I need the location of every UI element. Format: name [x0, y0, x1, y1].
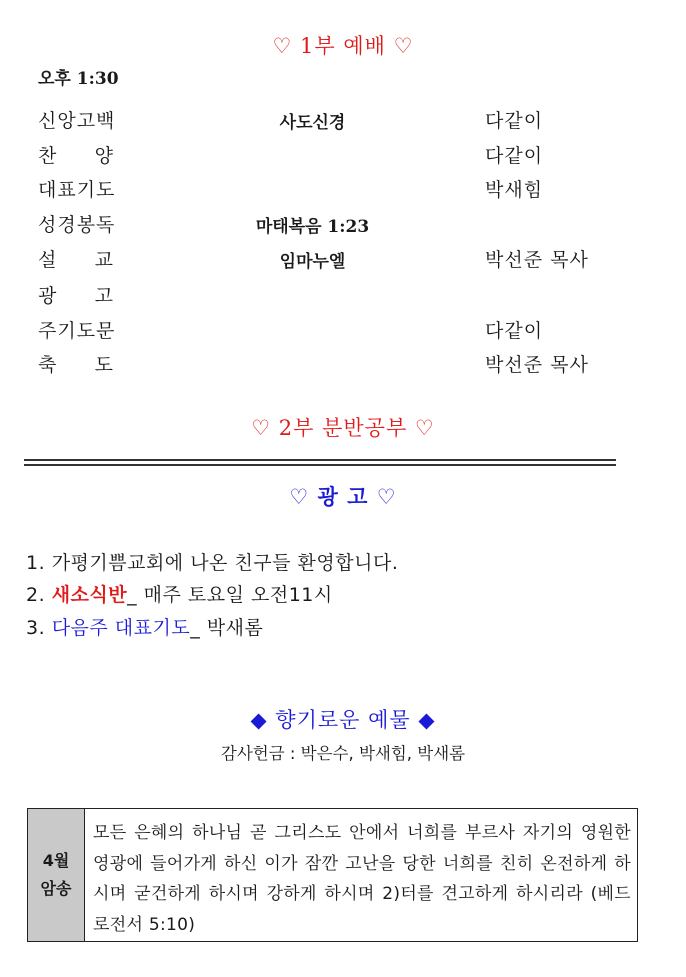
order-name-char: 축 — [38, 354, 58, 376]
notice-highlight: 새소식반 — [51, 584, 128, 606]
notice-number: 2. — [26, 584, 46, 606]
order-name — [38, 141, 114, 168]
order-name-char: 도 — [94, 354, 114, 376]
notice-text: _ 박새롬 — [190, 617, 264, 639]
order-name: 주기도문 — [38, 320, 116, 342]
service-time: 오후 1:30 — [38, 69, 119, 89]
order-name — [38, 281, 114, 308]
order-content: 사도신경 — [279, 113, 346, 133]
order-name: 대표기도 — [38, 179, 116, 201]
order-content: 임마누엘 — [279, 252, 346, 272]
order-row — [0, 210, 686, 242]
order-name: 신앙고백 — [38, 110, 116, 132]
order-name-char: 찬 — [38, 145, 58, 167]
notice-item — [26, 580, 333, 607]
order-row — [0, 141, 686, 173]
order-leader: 박선준 목사 — [485, 249, 589, 271]
memory-verse-text: 모든 은혜의 하나님 곧 그리스도 안에서 너희를 부르사 자기의 영원한 영광에 들어가게 하신 이가 잠깐 고난을 당한 너희를 친히 온전하게 하시며 굳건하게 하시며 강하게 하시며 2)터를 견고하게 하시리라 (베드로전서 5:10) — [93, 823, 631, 935]
order-row — [0, 175, 686, 207]
offering-title: ◆ 향기로운 예물 ◆ — [250, 708, 436, 732]
order-name — [38, 245, 114, 272]
notice-number: 1. — [26, 552, 46, 574]
notice-number: 3. — [26, 617, 46, 639]
memory-verse-label — [28, 809, 85, 941]
order-leader: 박새힘 — [485, 179, 544, 201]
order-row — [0, 106, 686, 138]
order-leader: 박선준 목사 — [485, 354, 589, 376]
order-row — [0, 281, 686, 313]
notice-item — [26, 613, 263, 640]
order-row — [0, 245, 686, 277]
verse-label-text: 암송 — [40, 879, 72, 898]
section-divider — [24, 459, 616, 466]
verse-month: 4월 — [42, 851, 70, 870]
order-name-char: 광 — [38, 285, 58, 307]
notices-title: ♡ 광 고 ♡ — [289, 484, 397, 509]
order-name-char: 양 — [94, 145, 114, 167]
order-name-char: 설 — [38, 249, 58, 271]
order-row — [0, 316, 686, 348]
notice-text: _ 매주 토요일 오전11시 — [127, 584, 333, 606]
order-leader: 다같이 — [485, 110, 544, 132]
order-name — [38, 350, 114, 377]
order-leader: 다같이 — [485, 320, 544, 342]
offering-names: 감사헌금 : 박은수, 박새힘, 박새롬 — [220, 744, 466, 763]
memory-verse-box — [27, 808, 638, 942]
notice-highlight: 다음주 대표기도 — [51, 617, 191, 639]
notice-text: 가평기쁨교회에 나온 친구들 환영합니다. — [51, 552, 399, 574]
part2-title: ♡ 2부 분반공부 ♡ — [251, 416, 435, 440]
part1-title: ♡ 1부 예배 ♡ — [272, 34, 414, 58]
notice-item — [26, 548, 398, 575]
order-row — [0, 350, 686, 382]
order-leader: 다같이 — [485, 145, 544, 167]
order-name: 성경봉독 — [38, 214, 116, 236]
order-name-char: 교 — [94, 249, 114, 271]
order-content: 마태복음 1:23 — [255, 217, 370, 237]
order-name-char: 고 — [94, 285, 114, 307]
